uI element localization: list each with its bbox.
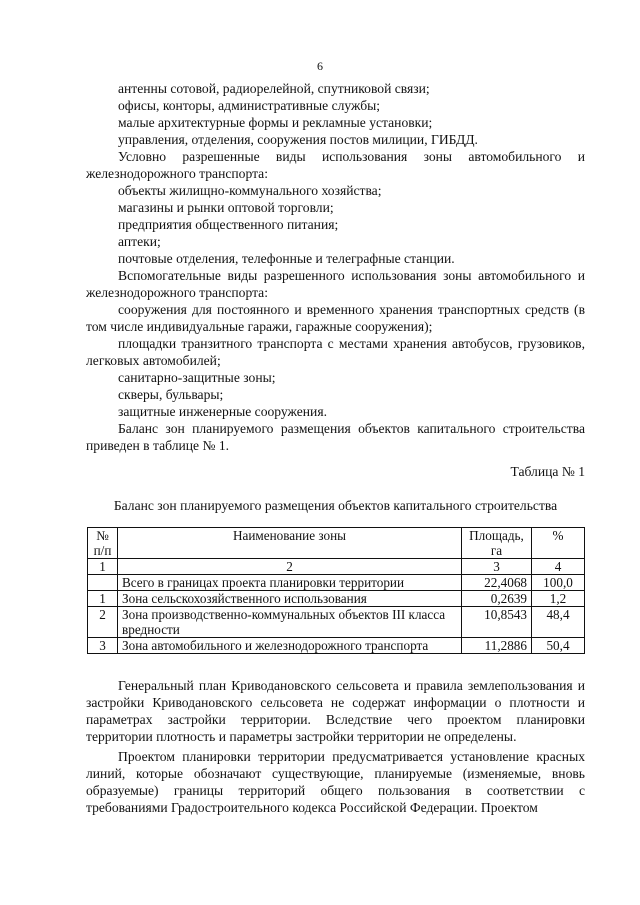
table-index-row: [88, 559, 585, 575]
text-line: офисы, конторы, административные службы;: [118, 98, 381, 113]
row-percent: 1,2: [532, 591, 585, 607]
text-line: защитные инженерные сооружения.: [118, 404, 327, 419]
text-line: аптеки;: [118, 234, 161, 249]
text-line: предприятия общественного питания;: [118, 217, 339, 232]
row-percent: 50,4: [532, 638, 585, 654]
row-area: 11,2886: [462, 638, 532, 654]
table-row: [88, 591, 585, 607]
row-name: Зона автомобильного и железнодорожного транспорта: [118, 638, 462, 654]
row-num: 1: [88, 591, 118, 607]
row-area: 10,8543: [462, 607, 532, 638]
index-cell: 3: [462, 559, 532, 575]
text-body: [86, 80, 585, 454]
header-percent: %: [532, 528, 585, 559]
row-area: 0,2639: [462, 591, 532, 607]
table-row: [88, 638, 585, 654]
text-line: магазины и рынки оптовой торговли;: [118, 200, 334, 215]
table-row: [88, 575, 585, 591]
text-line: управления, отделения, сооружения постов милиции, ГИБДД.: [118, 132, 478, 147]
header-num: № п/п: [88, 528, 118, 559]
text-line: скверы, бульвары;: [118, 387, 224, 402]
row-num: 3: [88, 638, 118, 654]
row-name: Всего в границах проекта планировки территории: [118, 575, 462, 591]
row-name: Зона сельскохозяйственного использования: [118, 591, 462, 607]
table-row: [88, 607, 585, 638]
text-line: антенны сотовой, радиорелейной, спутниковой связи;: [118, 81, 430, 96]
row-area: 22,4068: [462, 575, 532, 591]
table-header-row: [88, 528, 585, 559]
text-line: объекты жилищно-коммунального хозяйства;: [118, 183, 382, 198]
zones-balance-table: [87, 527, 585, 654]
index-cell: 1: [88, 559, 118, 575]
table-number: Таблица № 1: [510, 464, 585, 479]
row-percent: 48,4: [532, 607, 585, 638]
row-num: [88, 575, 118, 591]
paragraph-conditional-uses: Условно разрешенные виды использования зоны автомобильного и железнодорожного транспорта:: [86, 149, 585, 181]
index-cell: 4: [532, 559, 585, 575]
paragraph-general-plan: Генеральный план Криводановского сельсовета и правила землепользования и застройки Криводановского сельсовета не содержат информации о плотности и параметрах застройки территории. Вследствие чего проектом планировки территории плотность и параметры застройки территории не определены.: [86, 678, 585, 744]
row-percent: 100,0: [532, 575, 585, 591]
text-line: малые архитектурные формы и рекламные установки;: [118, 115, 433, 130]
page-number: 6: [317, 59, 323, 73]
row-num: 2: [88, 607, 118, 638]
text-line: почтовые отделения, телефонные и телеграфные станции.: [118, 251, 455, 266]
table-title: Баланс зон планируемого размещения объектов капитального строительства: [113, 498, 558, 513]
paragraph-auxiliary-uses: Вспомогательные виды разрешенного использования зоны автомобильного и железнодорожного транспорта:: [86, 268, 585, 300]
paragraph-balance: Баланс зон планируемого размещения объектов капитального строительства приведен в таблице № 1.: [86, 421, 585, 453]
text-body-after-table: [86, 677, 585, 816]
text-line: санитарно-защитные зоны;: [118, 370, 276, 385]
header-area: Площадь, га: [462, 528, 532, 559]
header-name: Наименование зоны: [118, 528, 462, 559]
paragraph-transit-sites: площадки транзитного транспорта с местами хранения автобусов, грузовиков, легковых автомобилей;: [86, 336, 585, 368]
index-cell: 2: [118, 559, 462, 575]
paragraph-storage: сооружения для постоянного и временного хранения транспортных средств (в том числе индивидуальные гаражи, гаражные сооружения);: [86, 302, 585, 334]
row-name: Зона производственно-коммунальных объектов III класса вредности: [118, 607, 462, 638]
paragraph-red-lines: Проектом планировки территории предусматривается установление красных линий, которые обозначают существующие, планируемые (изменяемые, вновь образуемые) границы территорий общего пользования в соответствии с требованиями Градостроительного кодекса Российской Федерации. Проектом: [86, 749, 585, 815]
